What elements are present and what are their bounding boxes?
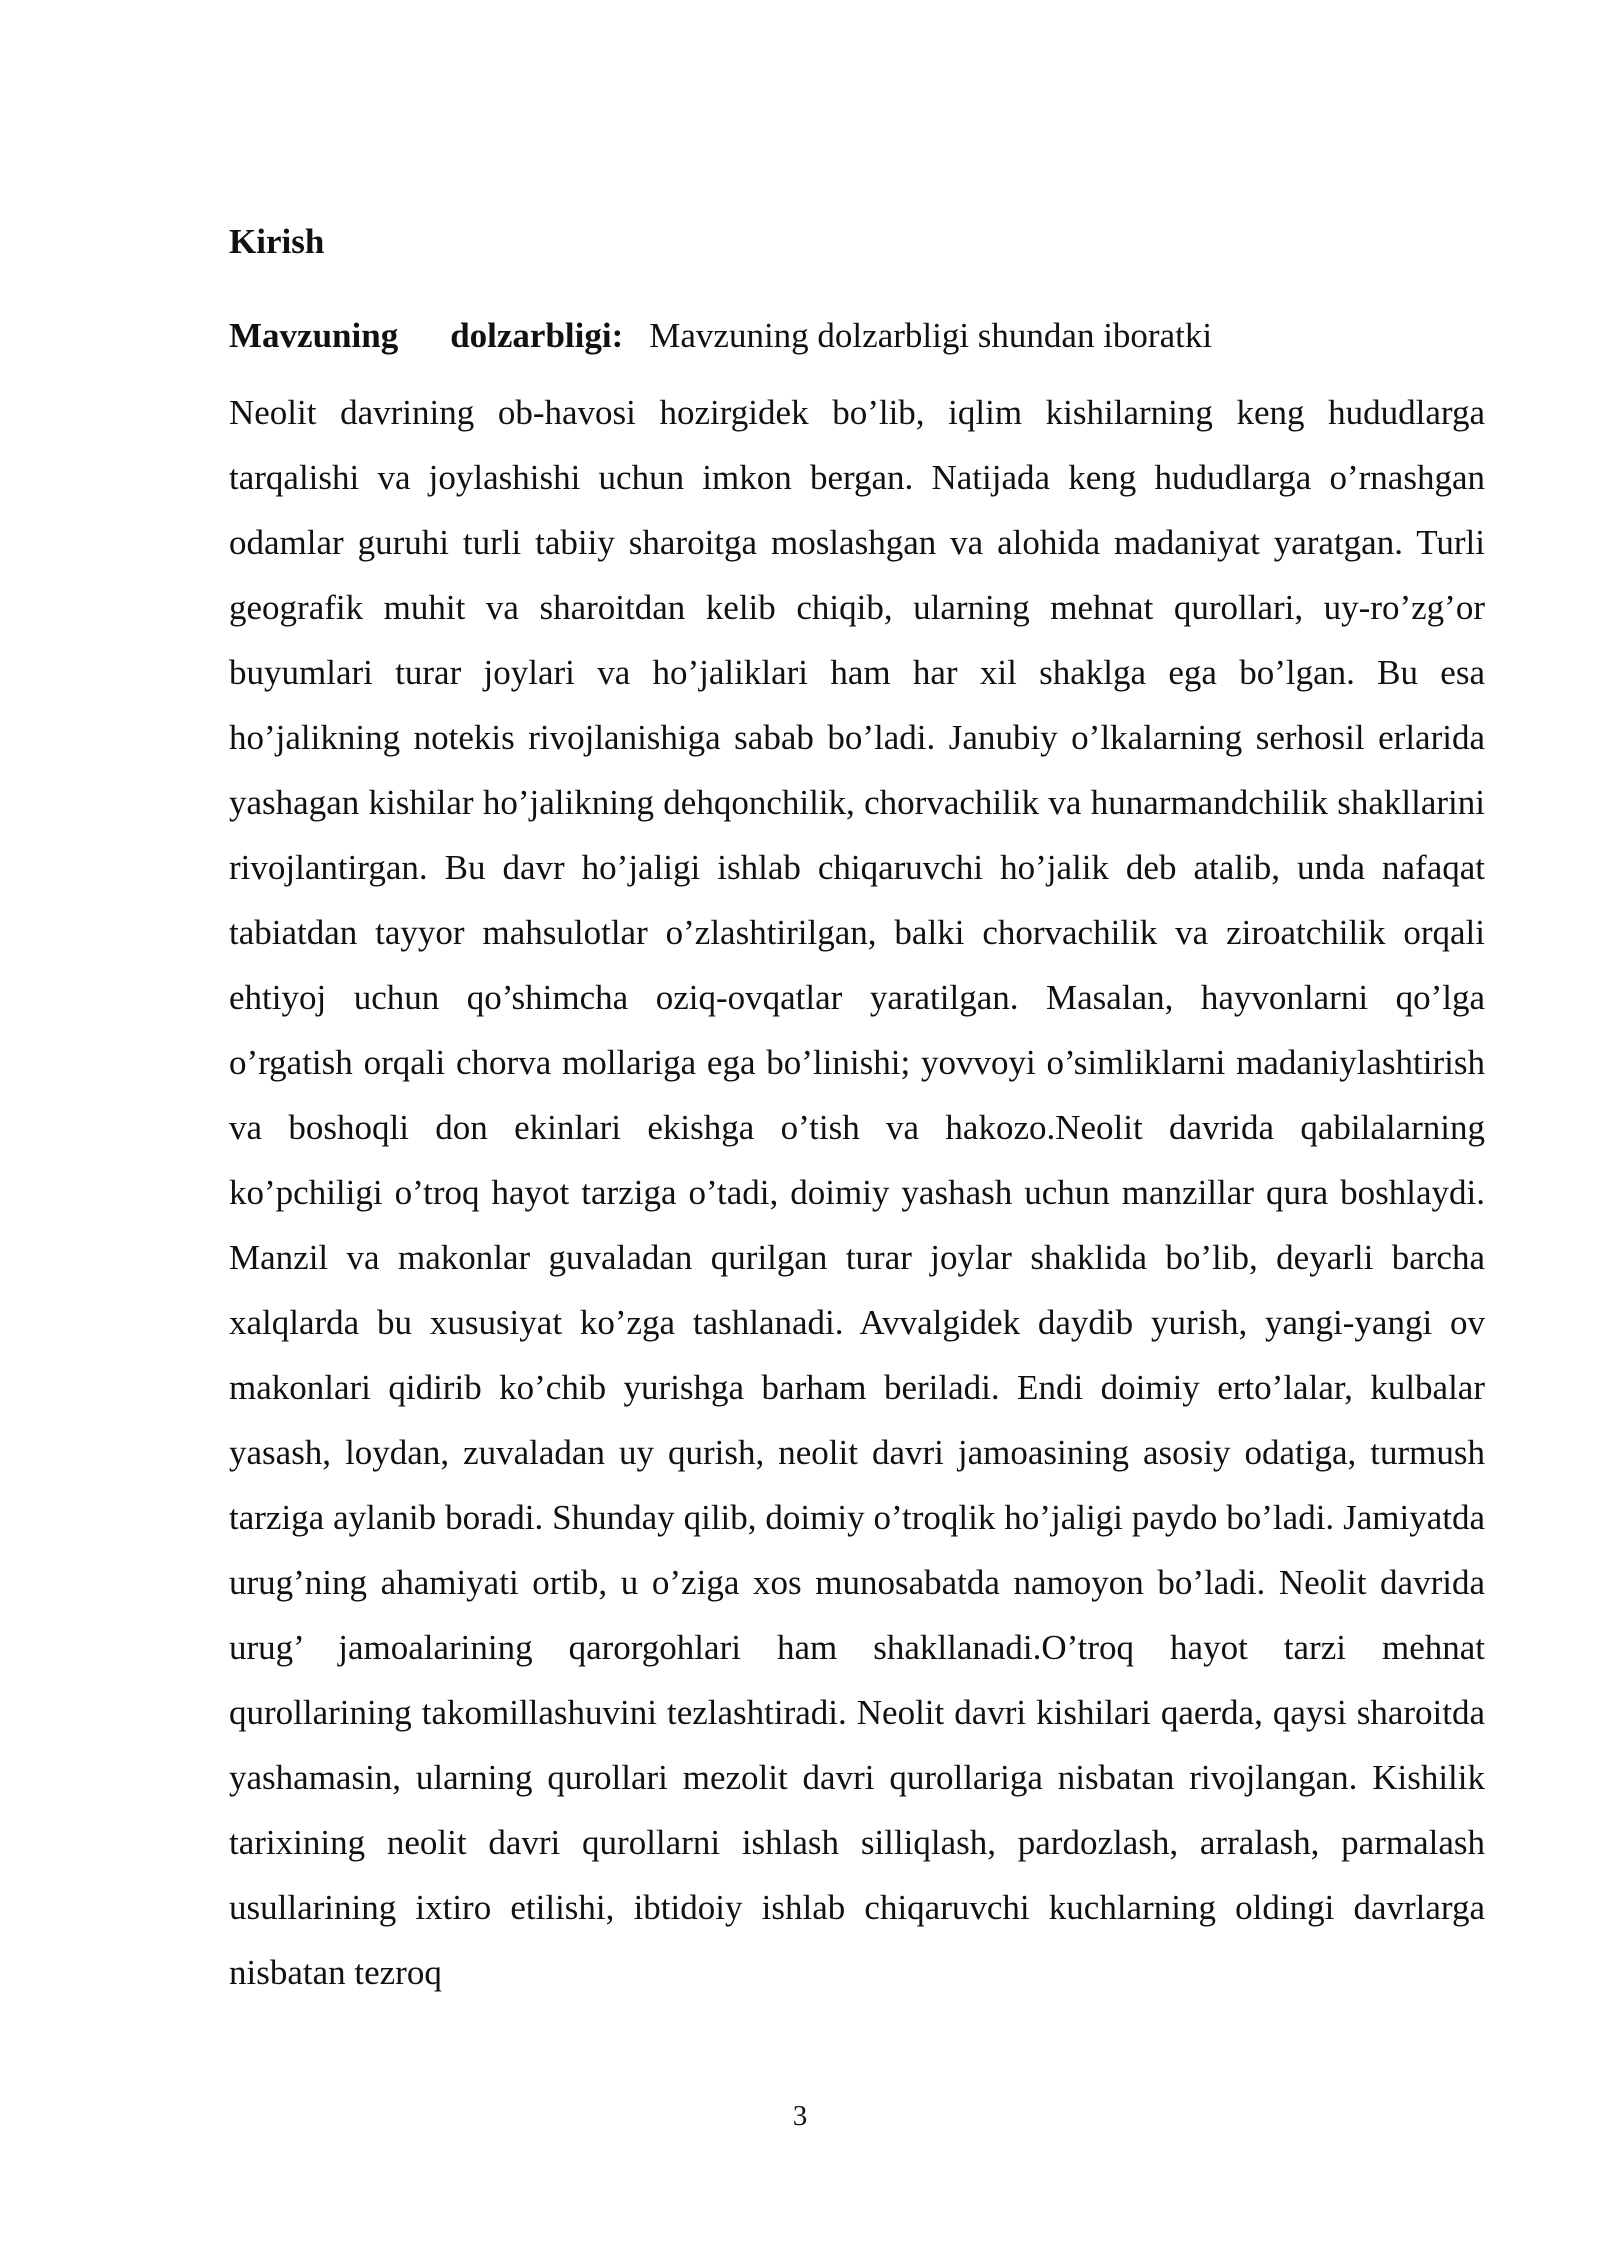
subject-label-part1: Mavzuning: [229, 316, 399, 355]
subject-line: [229, 312, 1485, 360]
subject-text: Mavzuning dolzarbligi shundan iboratki: [649, 316, 1213, 355]
subject-label-part2: dolzarbligi:: [450, 316, 624, 355]
body-paragraph: Neolit davrining ob-havosi hozirgidek bo’lib, iqlim kishilarning keng hududlarga tarqalishi va joylashishi uchun imkon bergan. Natijada keng hududlarga o’rnashgan odamlar guruhi turli tabiiy sharoitga moslashgan va alohida madaniyat yaratgan. Turli geografik muhit va sharoitdan kelib chiqib, ularning mehnat qurollari, uy-ro’zg’or buyumlari turar joylari va ho’jaliklari ham har xil shaklga ega bo’lgan. Bu esa ho’jalikning notekis rivojlanishiga sabab bo’ladi. Janubiy o’lkalarning serhosil erlarida yashagan kishilar ho’jalikning dehqonchilik, chorvachilik va hunarmandchilik shakllarini rivojlantirgan. Bu davr ho’jaligi ishlab chiqaruvchi ho’jalik deb atalib, unda nafaqat tabiatdan tayyor mahsulotlar o’zlashtirilgan, balki chorvachilik va ziroatchilik orqali ehtiyoj uchun qo’shimcha oziq-ovqatlar yaratilgan. Masalan, hayvonlarni qo’lga o’rgatish orqali chorva mollariga ega bo’linishi; yovvoyi o’simliklarni madaniylashtirish va boshoqli don ekinlari ekishga o’tish va hakozo.Neolit davrida qabilalarning ko’pchiligi o’troq hayot tarziga o’tadi, doimiy yashash uchun manzillar qura boshlaydi. Manzil va makonlar guvaladan qurilgan turar joylar shaklida bo’lib, deyarli barcha xalqlarda bu xususiyat ko’zga tashlanadi. Avvalgidek daydib yurish, yangi-yangi ov makonlari qidirib ko’chib yurishga barham beriladi. Endi doimiy erto’lalar, kulbalar yasash, loydan, zuvaladan uy qurish, neolit davri jamoasining asosiy odatiga, turmush tarziga aylanib boradi. Shunday qilib, doimiy o’troqlik ho’jaligi paydo bo’ladi. Jamiyatda urug’ning ahamiyati ortib, u o’ziga xos munosabatda namoyon bo’ladi. Neolit davrida urug’ jamoalarining qarorgohlari ham shakllanadi.O’troq hayot tarzi mehnat qurollarining takomillashuvini tezlashtiradi. Neolit davri kishilari qaerda, qaysi sharoitda yashamasin, ularning qurollari mezolit davri qurollariga nisbatan rivojlangan. Kishilik tarixining neolit davri qurollarni ishlash silliqlash, pardozlash, arralash, parmalash usullarining ixtiro etilishi, ibtidoiy ishlab chiqaruvchi kuchlarning oldingi davrlarga nisbatan tezroq: [229, 393, 1485, 1992]
section-heading: Kirish: [229, 222, 325, 261]
page-number: 3: [792, 2100, 808, 2132]
